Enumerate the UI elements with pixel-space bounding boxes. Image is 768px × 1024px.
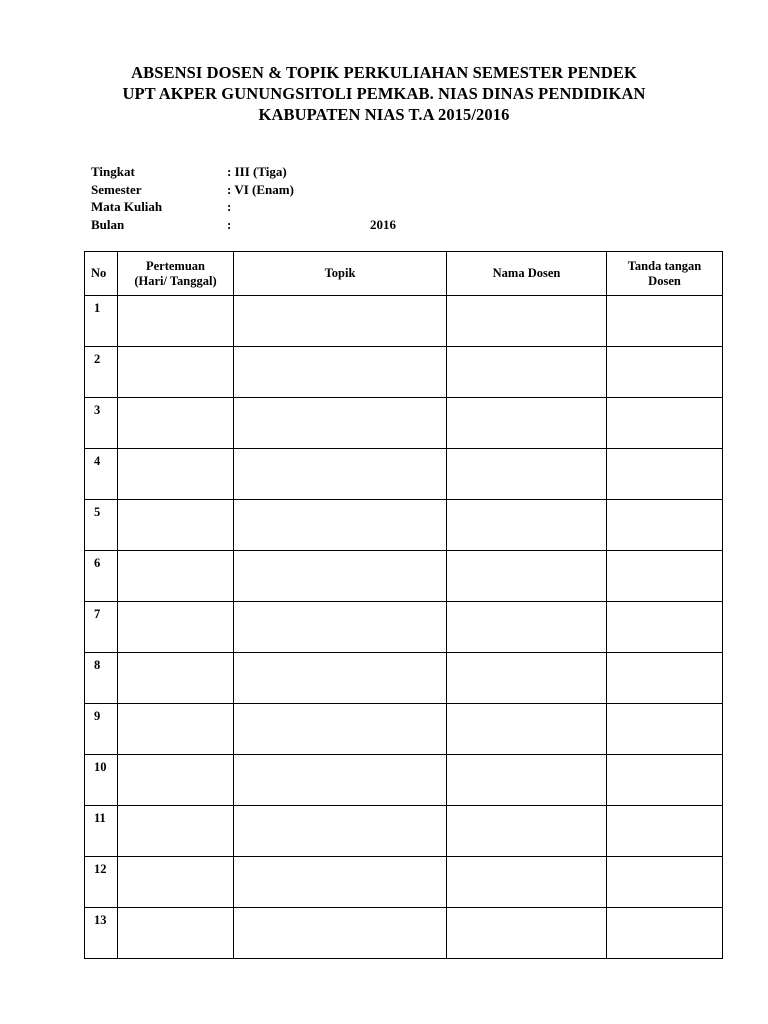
- cell-nama-dosen[interactable]: [447, 704, 607, 755]
- cell-topik[interactable]: [234, 755, 447, 806]
- cell-topik[interactable]: [234, 398, 447, 449]
- header-nama-dosen: Nama Dosen: [447, 252, 607, 296]
- title-line-1: ABSENSI DOSEN & TOPIK PERKULIAHAN SEMESTER PENDEK: [131, 63, 637, 82]
- table-row: [85, 551, 723, 602]
- table-row: [85, 347, 723, 398]
- row-number: 12: [85, 857, 118, 908]
- cell-tanda-tangan[interactable]: [607, 653, 723, 704]
- row-number: 2: [85, 347, 118, 398]
- cell-pertemuan[interactable]: [118, 908, 234, 959]
- cell-nama-dosen[interactable]: [447, 755, 607, 806]
- cell-pertemuan[interactable]: [118, 398, 234, 449]
- row-number: 4: [85, 449, 118, 500]
- table-row: [85, 398, 723, 449]
- header-no: No: [85, 252, 118, 296]
- cell-pertemuan[interactable]: [118, 653, 234, 704]
- row-number: 7: [85, 602, 118, 653]
- row-number: 13: [85, 908, 118, 959]
- info-value: :: [227, 199, 232, 214]
- document-title: [0, 62, 768, 125]
- info-value: :: [227, 216, 232, 232]
- row-number: 9: [85, 704, 118, 755]
- info-label: Semester: [91, 181, 142, 197]
- cell-pertemuan[interactable]: [118, 296, 234, 347]
- cell-tanda-tangan[interactable]: [607, 806, 723, 857]
- cell-nama-dosen[interactable]: [447, 857, 607, 908]
- table-row: [85, 704, 723, 755]
- cell-tanda-tangan[interactable]: [607, 857, 723, 908]
- cell-tanda-tangan[interactable]: [607, 755, 723, 806]
- cell-topik[interactable]: [234, 704, 447, 755]
- header-topik: Topik: [234, 252, 447, 296]
- header-pertemuan-line1: Pertemuan: [145, 258, 205, 273]
- table-row: [85, 500, 723, 551]
- attendance-table: [84, 251, 723, 959]
- header-pertemuan-line2: (Hari/ Tanggal): [134, 273, 217, 288]
- table-row: [85, 602, 723, 653]
- info-label: Bulan: [91, 216, 125, 232]
- header-tanda-line2: Dosen: [648, 273, 681, 288]
- cell-tanda-tangan[interactable]: [607, 551, 723, 602]
- cell-nama-dosen[interactable]: [447, 500, 607, 551]
- cell-tanda-tangan[interactable]: [607, 500, 723, 551]
- info-value: : VI (Enam): [227, 181, 294, 197]
- cell-topik[interactable]: [234, 551, 447, 602]
- cell-nama-dosen[interactable]: [447, 347, 607, 398]
- row-number: 5: [85, 500, 118, 551]
- cell-tanda-tangan[interactable]: [607, 449, 723, 500]
- row-number: 3: [85, 398, 118, 449]
- row-number: 10: [85, 755, 118, 806]
- cell-pertemuan[interactable]: [118, 857, 234, 908]
- cell-nama-dosen[interactable]: [447, 653, 607, 704]
- title-line-3: KABUPATEN NIAS T.A 2015/2016: [258, 105, 510, 124]
- cell-nama-dosen[interactable]: [447, 602, 607, 653]
- cell-topik[interactable]: [234, 500, 447, 551]
- table-header-row: [85, 252, 723, 296]
- cell-nama-dosen[interactable]: [447, 449, 607, 500]
- table-row: [85, 755, 723, 806]
- table-row: [85, 449, 723, 500]
- cell-pertemuan[interactable]: [118, 806, 234, 857]
- cell-pertemuan[interactable]: [118, 449, 234, 500]
- cell-nama-dosen[interactable]: [447, 296, 607, 347]
- cell-pertemuan[interactable]: [118, 347, 234, 398]
- cell-tanda-tangan[interactable]: [607, 398, 723, 449]
- cell-pertemuan[interactable]: [118, 500, 234, 551]
- info-label: Mata Kuliah: [91, 199, 163, 214]
- cell-topik[interactable]: [234, 653, 447, 704]
- table-row: [85, 296, 723, 347]
- cell-nama-dosen[interactable]: [447, 398, 607, 449]
- info-value: : III (Tiga): [227, 164, 287, 179]
- table-row: [85, 653, 723, 704]
- row-number: 8: [85, 653, 118, 704]
- cell-tanda-tangan[interactable]: [607, 704, 723, 755]
- header-tanda-line1: Tanda tangan: [627, 258, 702, 273]
- cell-topik[interactable]: [234, 806, 447, 857]
- cell-topik[interactable]: [234, 296, 447, 347]
- row-number: 1: [85, 296, 118, 347]
- cell-tanda-tangan[interactable]: [607, 602, 723, 653]
- cell-nama-dosen[interactable]: [447, 551, 607, 602]
- table-row: [85, 857, 723, 908]
- table-body: [85, 296, 723, 959]
- info-label: Tingkat: [91, 164, 135, 179]
- cell-topik[interactable]: [234, 857, 447, 908]
- cell-topik[interactable]: [234, 908, 447, 959]
- header-pertemuan: [118, 252, 234, 296]
- row-number: 6: [85, 551, 118, 602]
- cell-tanda-tangan[interactable]: [607, 908, 723, 959]
- cell-pertemuan[interactable]: [118, 602, 234, 653]
- cell-topik[interactable]: [234, 449, 447, 500]
- title-line-2: UPT AKPER GUNUNGSITOLI PEMKAB. NIAS DINAS PENDIDIKAN: [122, 84, 646, 103]
- cell-topik[interactable]: [234, 347, 447, 398]
- table-row: [85, 806, 723, 857]
- cell-pertemuan[interactable]: [118, 551, 234, 602]
- cell-topik[interactable]: [234, 602, 447, 653]
- cell-tanda-tangan[interactable]: [607, 296, 723, 347]
- cell-tanda-tangan[interactable]: [607, 347, 723, 398]
- header-tanda-tangan: [607, 252, 723, 296]
- table-row: [85, 908, 723, 959]
- row-number: 11: [85, 806, 118, 857]
- cell-nama-dosen[interactable]: [447, 908, 607, 959]
- cell-pertemuan[interactable]: [118, 704, 234, 755]
- cell-nama-dosen[interactable]: [447, 806, 607, 857]
- info-year: 2016: [370, 216, 396, 232]
- cell-pertemuan[interactable]: [118, 755, 234, 806]
